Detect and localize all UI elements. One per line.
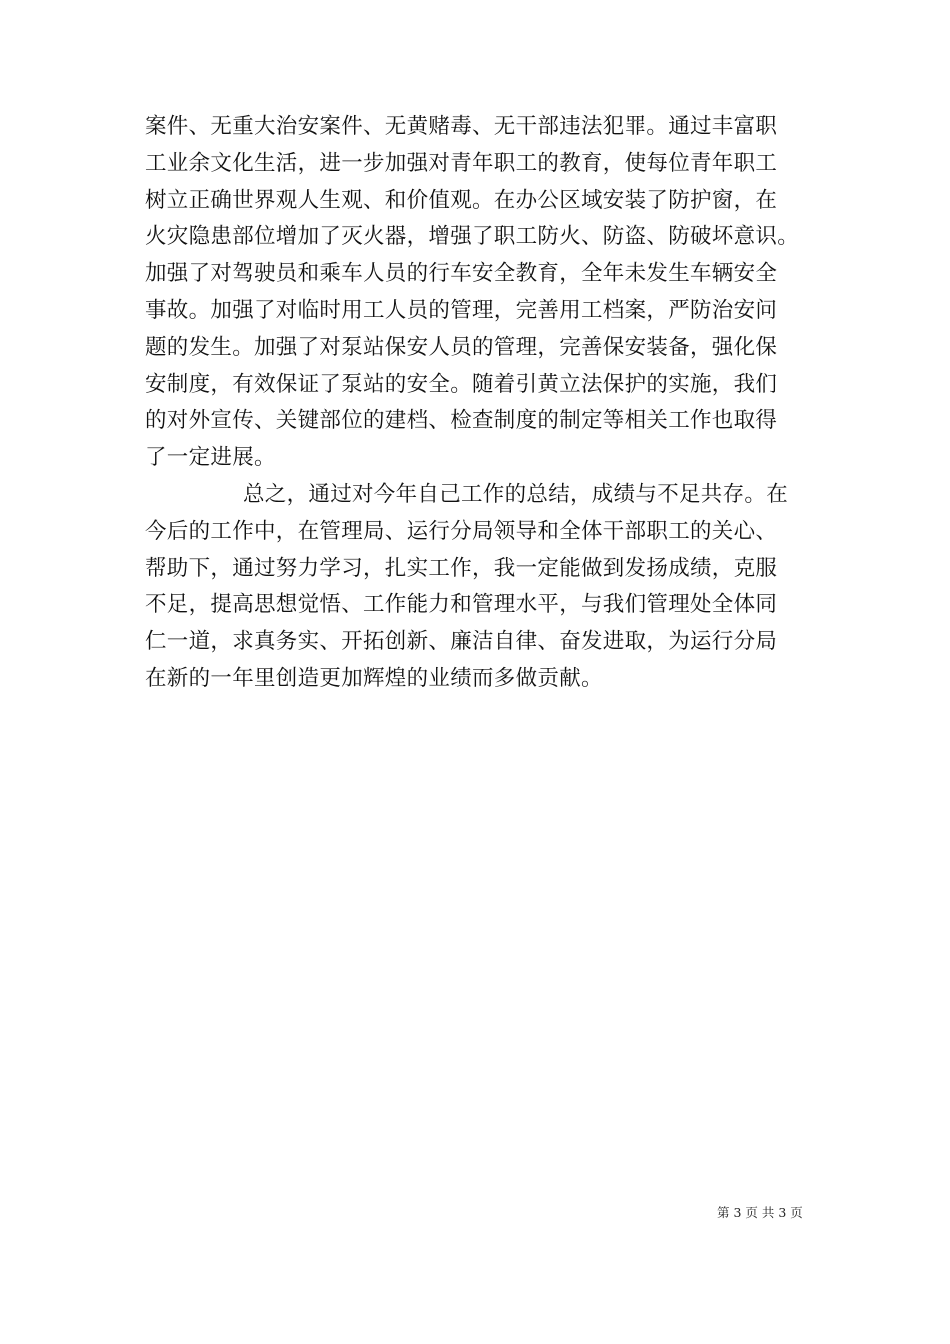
paragraph-line: 树立正确世界观人生观、和价值观。在办公区域安装了防护窗，在 <box>145 187 778 213</box>
paragraph-line: 仁一道，求真务实、开拓创新、廉洁自律、奋发进取，为运行分局 <box>145 629 778 655</box>
paragraph-line: 安制度，有效保证了泵站的安全。随着引黄立法保护的实施，我们 <box>145 371 778 397</box>
paragraph-line: 帮助下，通过努力学习，扎实工作，我一定能做到发扬成绩，克服 <box>145 555 778 581</box>
paragraph-line: 不足，提高思想觉悟、工作能力和管理水平，与我们管理处全体同 <box>145 592 778 618</box>
paragraph-line-indented: 总之，通过对今年自己工作的总结，成绩与不足共存。在 <box>243 481 789 507</box>
paragraph-line: 加强了对驾驶员和乘车人员的行车安全教育，全年未发生车辆安全 <box>145 261 778 287</box>
page-number-footer: 第 3 页 共 3 页 <box>717 1205 803 1220</box>
paragraph-line: 今后的工作中，在管理局、运行分局领导和全体干部职工的关心、 <box>145 518 778 544</box>
paragraph-line: 案件、无重大治安案件、无黄赌毒、无干部违法犯罪。通过丰富职 <box>145 114 778 139</box>
document-body <box>145 109 815 698</box>
paragraph-line: 火灾隐患部位增加了灭火器，增强了职工防火、防盗、防破坏意识。 <box>145 224 800 250</box>
paragraph-line: 工业余文化生活，进一步加强对青年职工的教育，使每位青年职工 <box>145 150 778 176</box>
paragraph-line: 了一定进展。 <box>145 445 276 471</box>
paragraph-line: 在新的一年里创造更加辉煌的业绩而多做贡献。 <box>145 665 603 691</box>
paragraph-line: 题的发生。加强了对泵站保安人员的管理，完善保安装备，强化保 <box>145 334 778 360</box>
paragraph-line: 事故。加强了对临时用工人员的管理，完善用工档案，严防治安问 <box>145 297 778 323</box>
paragraph-line: 的对外宣传、关键部位的建档、检查制度的制定等相关工作也取得 <box>145 408 778 434</box>
